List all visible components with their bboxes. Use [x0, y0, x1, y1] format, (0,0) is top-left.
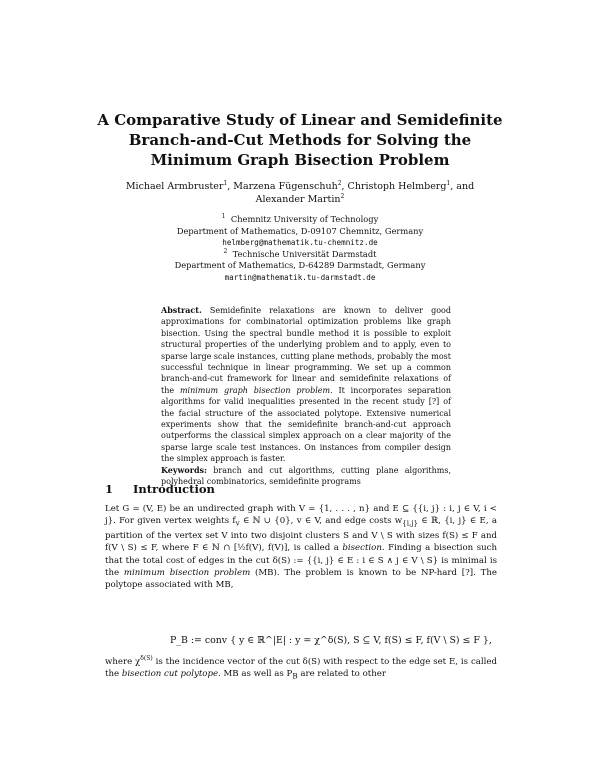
section-title: Introduction	[133, 482, 215, 496]
display-formula: P_B := conv { y ∈ ℝ^|E| : y = χ^δ(S), S ⊆ V, f(S) ≤ F, f(V \ S) ≤ F },	[170, 635, 492, 646]
keywords: branch and cut algorithms, cutting plane algorithms, polyhedral combinatorics, semidefinite programs	[161, 465, 451, 487]
intro-paragraph-continued: where $\chi^{\delta(S)}$ is the incidence vector of the cut δ(S) with respect to the edge set E, is called the bisection cut polytope. MB as well as $P_B$ are related to other	[105, 655, 497, 681]
section-number: 1	[105, 482, 114, 496]
title-line: A Comparative Study of Linear and Semidefinite	[97, 111, 503, 129]
section-heading	[105, 482, 215, 496]
author-name: Alexander Martin	[255, 194, 341, 205]
affiliation-name: Technische Universität Darmstadt	[232, 248, 377, 259]
author-list: Michael Armbruster$^1$, Marzena Fügenschuh$^2$, Christoph Helmberg$^1$, and Alexander Martin$^2$	[125, 179, 475, 205]
intro-paragraph: Let G = (V, E) be an undirected graph with V = {1, . . . , n} and E ⊆ {{i, j} : i, j ∈ V, i < j}. For given vertex weights $f_v$ ∈ ℕ ∪ {0}, v ∈ V, and edge costs $w_{\{i,j\}}$ ∈ ℝ, {i, j} ∈ E, a partition of the vertex set V into two disjoint clusters S and V \ S with sizes f(S) ≤ F and f(V \ S) ≤ F, where F ∈ ℕ ∩ [½f(V), f(V)], is called a bisection. Finding a bisection such that the total cost of edges in the cut δ(S) := {{i, j} ∈ E : i ∈ S ∧ j ∈ V \ S} is minimal is the minimum bisection problem (MB). The problem is known to be NP-hard [?]. The polytope associated with MB,	[105, 504, 497, 590]
paper-title	[60, 110, 540, 170]
title-line: Minimum Graph Bisection Problem	[150, 151, 450, 169]
abstract: Abstract. Semidefinite relaxations are known to deliver good approximations for combinatorial optimization problems like graph bisection. Using the spectral bundle method it is possible to exploit structural properties of the underlying problem and to apply, even to sparse large scale instances, cutting plane methods, probably the most successful technique in linear programming. We set up a common branch-and-cut framework for linear and semidefinite relaxations of the minimum graph bisection problem. It incorporates separation algorithms for valid inequalities presented in the recent study [?] of the facial structure of the associated polytope. Extensive numerical experiments show that the semidefinite branch-and-cut approach outperforms the classical simplex approach on a clear majority of the sparse large scale test instances. On instances from compiler design the simplex approach is faster. Keywords: branch and cut algorithms, cutting plane algorithms, polyhedral combinatorics, semidefinite programs	[161, 305, 451, 487]
keywords-label: Keywords:	[161, 464, 208, 475]
affiliation-dept: Department of Mathematics, D-64289 Darmstadt, Germany	[174, 260, 426, 270]
affiliations: $^1$ Chemnitz University of Technology Department of Mathematics, D-09107 Chemnitz, Germany helmberg@mathematik.tu-chemnitz.de $^2$ Technische Universität Darmstadt Department of Mathematics, D-64289 Darmstadt, Germany martin@mathematik.tu-darmstadt.de	[60, 214, 540, 283]
email-link[interactable]: helmberg@mathematik.tu-chemnitz.de	[222, 238, 378, 247]
affiliation-dept: Department of Mathematics, D-09107 Chemnitz, Germany	[176, 225, 424, 236]
abstract-label: Abstract.	[161, 305, 202, 315]
affiliation-name: Chemnitz University of Technology	[230, 214, 379, 224]
author-name: Michael Armbruster	[125, 181, 224, 192]
title-line: Branch-and-Cut Methods for Solving the	[128, 131, 472, 149]
email-link[interactable]: martin@mathematik.tu-darmstadt.de	[224, 272, 376, 282]
